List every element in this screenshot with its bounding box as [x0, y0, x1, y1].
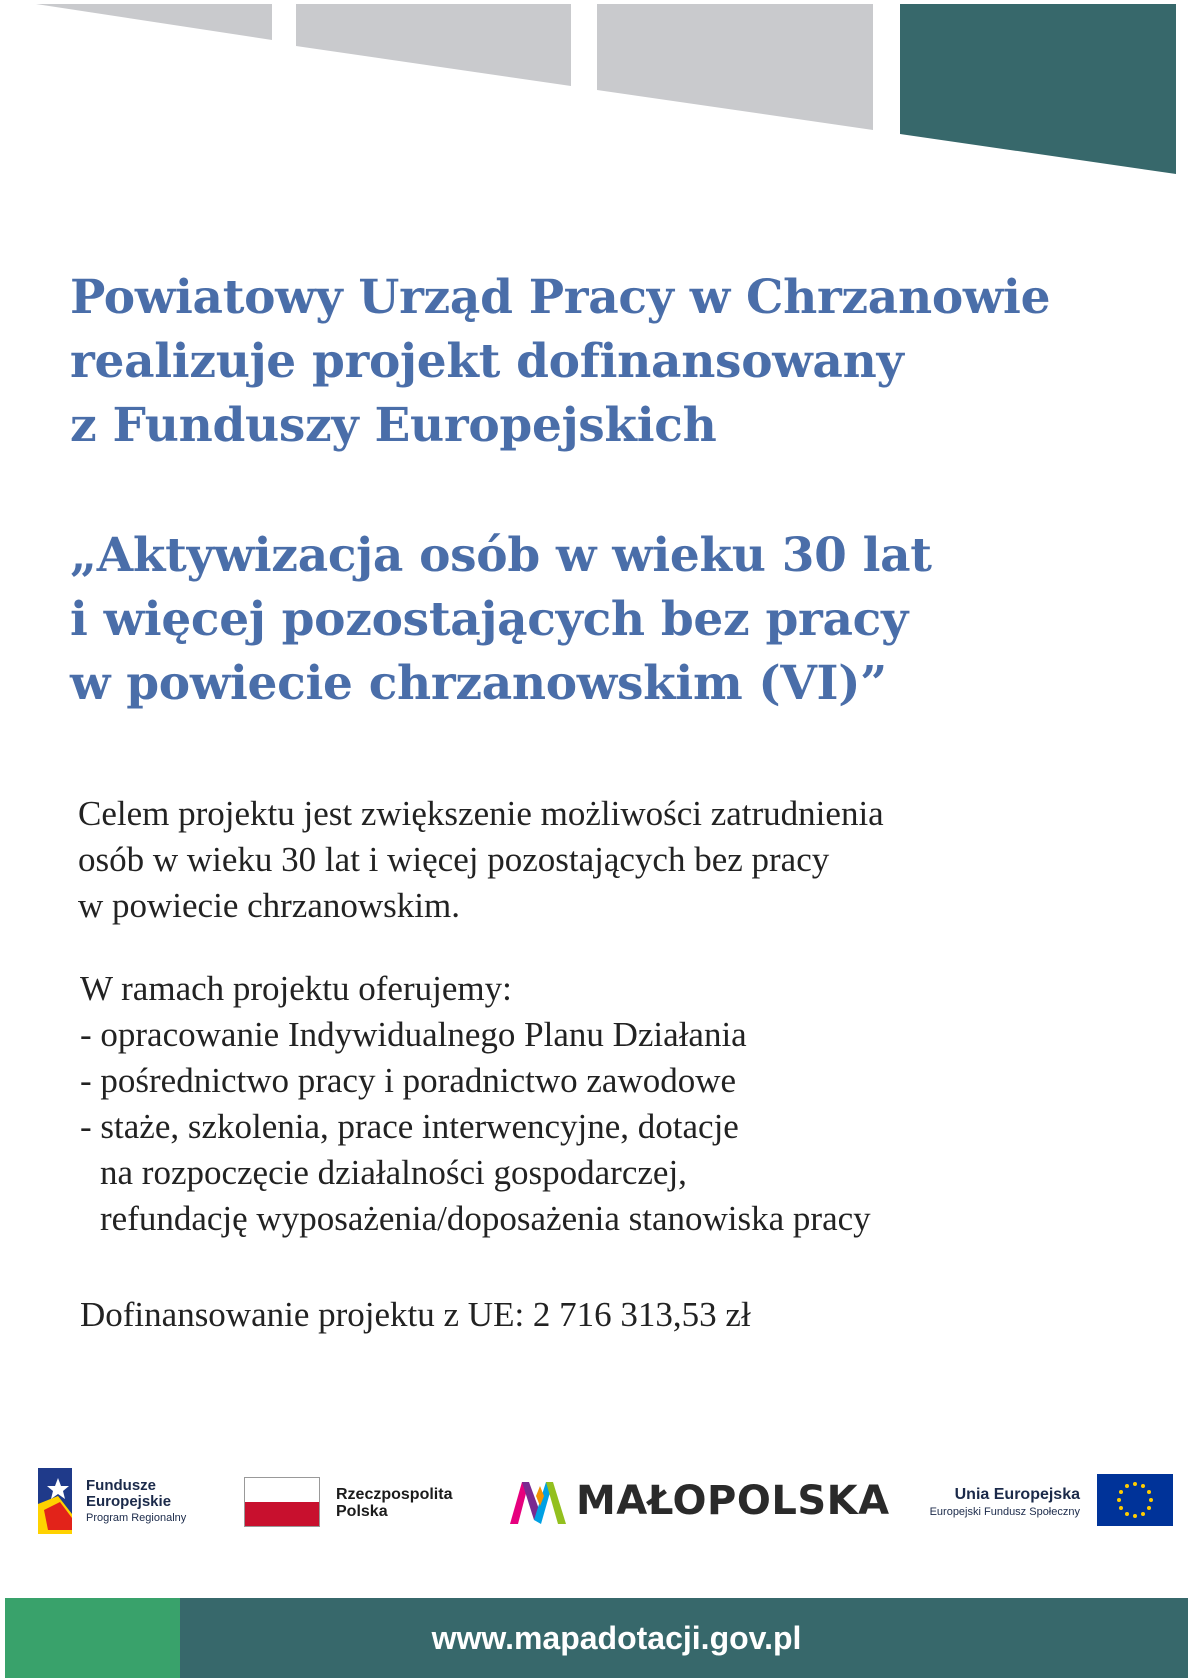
org-heading-line-3: z Funduszy Europejskich [70, 398, 717, 453]
project-title [70, 524, 932, 716]
fe-logo-line-1: Fundusze [86, 1477, 156, 1494]
goal-line-2: osób w wieku 30 lat i więcej pozostających bez pracy [78, 840, 830, 879]
goal-line-1: Celem projektu jest zwiększenie możliwości zatrudnienia [78, 794, 884, 833]
malopolska-logo [510, 1460, 890, 1540]
funding-amount: Dofinansowanie projektu z UE: 2 716 313,53 zł [80, 1295, 751, 1334]
offer-list [80, 966, 871, 1242]
top-decoration [0, 0, 1188, 180]
malopolska-wordmark: MAŁOPOLSKA [576, 1478, 890, 1524]
offer-item-continuation: refundację wyposażenia/doposażenia stanowiska pracy [100, 1199, 871, 1238]
gray-band-1 [36, 4, 272, 40]
eu-flag-icon [1097, 1474, 1173, 1526]
offer-item: - pośrednictwo pracy i poradnictwo zawodowe [80, 1061, 737, 1100]
goal-line-3: w powiecie chrzanowskim. [78, 886, 460, 925]
project-goal-paragraph [78, 791, 884, 929]
project-title-line-1: „Aktywizacja osób w wieku 30 lat [70, 528, 932, 583]
ue-logo-text [920, 1486, 1080, 1520]
teal-band [900, 4, 1176, 174]
offer-intro: W ramach projektu oferujemy: [80, 969, 512, 1008]
unia-europejska-logo [920, 1460, 1172, 1540]
logo-bar [0, 1460, 1188, 1540]
rp-logo-text [336, 1486, 452, 1520]
org-heading-line-1: Powiatowy Urząd Pracy w Chrzanowie [70, 270, 1051, 325]
ue-logo-line-1: Unia Europejska [954, 1486, 1080, 1503]
footer-bar [5, 1598, 1188, 1678]
ue-logo-line-2: Europejski Fundusz Społeczny [929, 1506, 1080, 1518]
gray-band-2 [296, 4, 571, 86]
offer-item-continuation: na rozpoczęcie działalności gospodarczej, [100, 1153, 687, 1192]
fe-logo-text [86, 1478, 186, 1526]
organization-heading [70, 266, 1050, 458]
fe-logo-line-2: Europejskie [86, 1493, 172, 1510]
gray-band-3 [597, 4, 873, 130]
malopolska-m-icon [510, 1476, 566, 1526]
polish-flag-icon [244, 1477, 320, 1527]
fe-star-icon [38, 1468, 78, 1534]
offer-item: - staże, szkolenia, prace interwencyjne, dotacje [80, 1107, 739, 1146]
project-title-line-3: w powiecie chrzanowskim (VI)” [70, 656, 887, 711]
org-heading-line-2: realizuje projekt dofinansowany [70, 334, 904, 389]
rp-logo-line-2: Polska [336, 1503, 388, 1520]
fundusze-europejskie-logo [38, 1460, 208, 1540]
fe-logo-line-3: Program Regionalny [86, 1512, 187, 1524]
rp-logo-line-1: Rzeczpospolita [336, 1486, 453, 1503]
offer-item: - opracowanie Indywidualnego Planu Działania [80, 1015, 747, 1054]
project-title-line-2: i więcej pozostających bez pracy [70, 592, 908, 647]
footer-website-link[interactable]: www.mapadotacji.gov.pl [431, 1620, 802, 1656]
rzeczpospolita-polska-logo [244, 1460, 464, 1540]
